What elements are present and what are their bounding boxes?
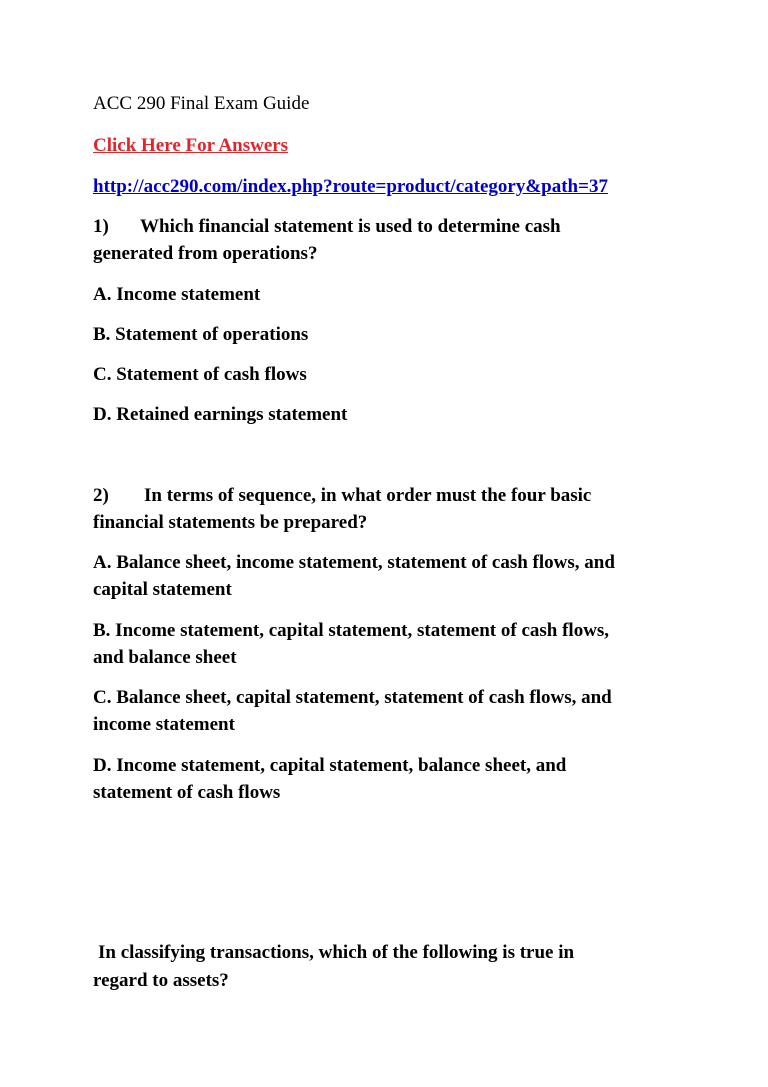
page-title: ACC 290 Final Exam Guide xyxy=(93,93,310,114)
question-2-option-d-line2: statement of cash flows xyxy=(93,782,281,803)
question-1-number: 1) xyxy=(93,216,109,237)
question-2-text-line1: In terms of sequence, in what order must the four basic xyxy=(144,485,592,506)
question-1-text-line1: Which financial statement is used to determine cash xyxy=(140,216,561,237)
question-2-option-b-line1: B. Income statement, capital statement, statement of cash flows, xyxy=(93,620,610,641)
question-2-line1 xyxy=(93,485,591,507)
question-3-text-line2: regard to assets? xyxy=(93,970,229,991)
url-link[interactable]: http://acc290.com/index.php?route=product/category&path=37 xyxy=(93,176,608,197)
question-2-option-a-line1: A. Balance sheet, income statement, statement of cash flows, and xyxy=(93,552,615,573)
question-2-text-line2: financial statements be prepared? xyxy=(93,512,368,533)
question-2-option-a-line2: capital statement xyxy=(93,579,232,600)
question-2-option-c-line1: C. Balance sheet, capital statement, statement of cash flows, and xyxy=(93,687,612,708)
question-2-number: 2) xyxy=(93,485,109,506)
question-2-option-d-line1: D. Income statement, capital statement, balance sheet, and xyxy=(93,755,567,776)
question-1-option-c: C. Statement of cash flows xyxy=(93,364,307,385)
url-link-line xyxy=(93,176,608,198)
question-2-option-c-line2: income statement xyxy=(93,714,235,735)
question-1-option-b: B. Statement of operations xyxy=(93,324,309,345)
answers-link-line xyxy=(93,135,288,157)
question-2-option-b-line2: and balance sheet xyxy=(93,647,237,668)
question-3-text-line1: In classifying transactions, which of the following is true in xyxy=(98,942,575,963)
question-1-line1 xyxy=(93,216,561,238)
question-1-option-a: A. Income statement xyxy=(93,284,261,305)
answers-link[interactable]: Click Here For Answers xyxy=(93,135,289,156)
question-1-option-d: D. Retained earnings statement xyxy=(93,404,348,425)
question-1-text-line2: generated from operations? xyxy=(93,243,318,264)
